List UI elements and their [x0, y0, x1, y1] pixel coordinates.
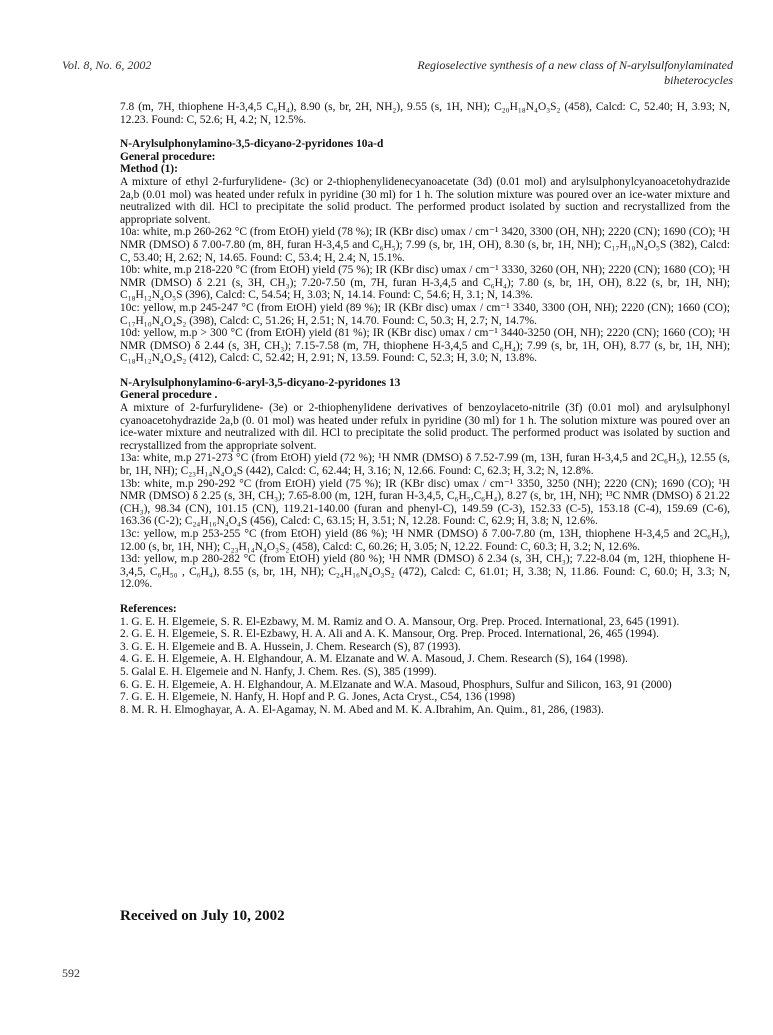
article-body: [120, 101, 730, 716]
section1-general: General procedure:: [120, 150, 216, 163]
compound-entry-13c: 13c: yellow, m.p 253-255 °C (from EtOH) yield (86 %); ¹H NMR (DMSO) δ 7.00-7.80 (m, 13H, thiophene H-3,4,5 and 2C₆H₅), 12.00 (s, br, 1H, NH); C₂₃H₁₄N₄O₃S₂ (458), Calcd: C, 60.26; H, 3.05; N, 12.22. Found: C, 60.3; H, 3.2; N, 12.6%.: [120, 528, 730, 553]
compound-entry-13d: 13d: yellow, m.p 280-282 °C (from EtOH) yield (80 %); ¹H NMR (DMSO) δ 2.34 (s, 3H, CH₃); 7.22-8.04 (m, 12H, thiophene H-3,4,5, C₆H₅₀ , C₆H₄), 8.55 (s, br, 1H, NH); C₂₄H₁₆N₄O₃S₂ (472), Calcd: C, 61.01; H, 3.38; N, 11.86. Found: C, 60.0; H, 3.3; N, 12.0%.: [120, 553, 730, 591]
compound-entry-10a: 10a: white, m.p 260-262 °C (from EtOH) yield (78 %); IR (KBr disc) υmax / cm⁻¹ 3420, 3300 (OH, NH); 2220 (CN); 1690 (CO); ¹H NMR (DMSO) δ 7.00-7.80 (m, 8H, furan H-3,4,5 and C₆H₅); 7.99 (s, br, 1H, OH), 8.30 (s, br, 1H, NH); C₁₇H₁₀N₄O₅S (382), Calcd: C, 53.40; H, 2.62; N, 14.65. Found: C, 53.4; H, 2.4; N, 15.1%.: [120, 226, 730, 264]
reference-item: 8. M. R. H. Elmoghayar, A. A. El-Agamay, N. M. Abed and M. K. A.Ibrahim, An. Quim., 81, 286, (1983).: [120, 703, 604, 716]
section2-general: General procedure .: [120, 389, 218, 402]
reference-item: 4. G. E. H. Elgemeie, A. H. Elghandour, A. M. Elzanate and W. A. Masoud, J. Chem. Research (S), 164 (1998).: [120, 653, 628, 666]
section1-procedure: A mixture of ethyl 2-furfurylidene- (3c) or 2-thiophenylidenecyanoacetate (3d) (0.01 mol) and arylsulphonylcyanoacetohydrazide 2a,b (0.01 mol) was heated under refulx in pyridine (30 ml) for 1 h. The solution mixture was poured over an ice-water mixture and neutralized with dil. HCl to precipitate the solid product. The performed product isolated by suction and recrystallized from the appropriate solvent.: [120, 175, 730, 226]
running-title: [333, 58, 733, 88]
reference-item: 7. G. E. H. Elgemeie, N. Hanfy, H. Hopf and P. G. Jones, Acta Cryst., C54, 136 (1998): [120, 691, 516, 704]
page-number: 592: [62, 966, 80, 980]
compound-entry-10b: 10b: white, m.p 218-220 °C (from EtOH) yield (75 %); IR (KBr disc) υmax / cm⁻¹ 3330, 3260 (OH, NH); 2220 (CN); 1680 (CO); ¹H NMR (DMSO) δ 2.21 (s, 3H, CH₃); 7.20-7.50 (m, 7H, furan H-3,4,5 and C₆H₄); 7.80 (s, br, 1H, OH), 8.22 (s, br, 1H, NH); C₁₈H₁₂N₄O₅S (396), Calcd: C, 54.54; H, 3.03; N, 14.14. Found: C, 54.6; H, 3.1; N, 14.3%.: [120, 264, 730, 302]
running-title-line2: biheterocycles: [664, 73, 733, 87]
intro-paragraph: 7.8 (m, 7H, thiophene H-3,4,5 C₆H₄), 8.90 (s, br, 2H, NH₂), 9.55 (s, 1H, NH); C₂₀H₁₈N₄O₃S₂ (458), Calcd: C, 52.40; H, 3.93; N, 12.23. Found: C, 52.6; H, 4.2; N, 12.5%.: [120, 101, 730, 126]
journal-volume: Vol. 8, No. 6, 2002: [62, 58, 152, 72]
section2-procedure: A mixture of 2-furfurylidene- (3e) or 2-thiophenylidene derivatives of benzoylaceto-nitrile (3f) (0.01 mol) and arylsulphonyl cyanoacetohydrazide 2a,b (0. 01 mol) was heated under refulx in pyridine (30 ml) for 1 h. The solution mixture was poured over an ice-water mixture and neutralized with dil. HCl to precipitate the solid product. The performed product was isolated by suction and recrystallized from the appropriate solvent.: [120, 402, 730, 452]
section1-heading: N-Arylsulphonylamino-3,5-dicyano-2-pyridones 10a-d: [120, 138, 384, 151]
section2-heading: N-Arylsulphonylamino-6-aryl-3,5-dicyano-2-pyridones 13: [120, 376, 401, 389]
references-list: [120, 603, 730, 716]
reference-item: 1. G. E. H. Elgemeie, S. R. El-Ezbawy, M. M. Ramiz and O. A. Mansour, Org. Prep. Proced. International, 23, 645 (1991).: [120, 615, 680, 628]
compound-entry-13b: 13b: white, m.p 290-292 °C (from EtOH) yield (75 %); IR (KBr disc) υmax / cm⁻¹ 3350, 3250 (NH); 2220 (CN); 1690 (CO); ¹H NMR (DMSO) δ 2.25 (s, 3H, CH₃); 7.65-8.00 (m, 12H, furan H-3,4,5, C₆H₅,C₆H₄), 8.27 (s, br, 1H, NH); ¹³C NMR (DMSO) δ 21.22 (CH₃), 98.34 (CN), 101.15 (CN), 119.21-140.00 (furan and phenyl-C), 149.59 (C-3), 152.33 (C-5), 153.18 (C-4), 159.69 (C-6), 163.36 (C-2); C₂₄H₁₆N₄O₄S (456), Calcd: C, 63.15; H, 3.51; N, 12.28. Found: C, 62.9; H, 3.8; N, 12.6%.: [120, 477, 730, 528]
running-title-line1: Regioselective synthesis of a new class of N-arylsulfonylaminated: [417, 58, 733, 72]
section1-method: Method (1):: [120, 163, 178, 176]
compound-entry-10d: 10d: yellow, m.p > 300 °C (from EtOH) yield (81 %); IR (KBr disc) υmax / cm⁻¹ 3440-3250 (OH, NH); 2220 (CN); 1660 (CO); ¹H NMR (DMSO) δ 2.44 (s, 3H, CH₃); 7.15-7.58 (m, 7H, thiophene H-3,4,5 and C₆H₄); 7.99 (s, br, 1H, OH), 8.77 (s, br, 1H, NH); C₁₈H₁₂N₄O₄S₂ (412), Calcd: C, 52.42; H, 2.91; N, 13.59. Found: C, 52.3; H, 3.0; N, 13.8%.: [120, 327, 730, 365]
reference-item: 5. Galal E. H. Elgemeie and N. Hanfy, J. Chem. Res. (S), 385 (1999).: [120, 665, 437, 678]
reference-item: 2. G. E. H. Elgemeie, S. R. El-Ezbawy, H. A. Ali and A. K. Mansour, Org. Prep. Proced. International, 26, 465 (1994).: [120, 628, 659, 641]
reference-item: 6. G. E. H. Elgemeie, A. H. Elghandour, A. M.Elzanate and W.A. Masoud, Phosphurs, Sulfur and Silicon, 163, 91 (2000): [120, 678, 672, 691]
compound-entry-10c: 10c: yellow, m.p 245-247 °C (from EtOH) yield (89 %); IR (KBr disc) υmax / cm⁻¹ 3340, 3300 (OH, NH); 2220 (CN); 1660 (CO); C₁₇H₁₀N₄O₄S₂ (398), Calcd: C, 51.26; H, 2.51; N, 14.70. Found: C, 50.3; H, 2.7; N, 14.7%.: [120, 301, 730, 327]
compound-entry-13a: 13a: white, m.p 271-273 °C (from EtOH) yield (72 %); ¹H NMR (DMSO) δ 7.52-7.99 (m, 13H, furan H-3,4,5 and 2C₆H₅), 12.55 (s, br, 1H, NH); C₂₃H₁₄N₄O₄S (442), Calcd: C, 62.44; H, 3.16; N, 12.66. Found: C, 62.3; H, 3.2; N, 12.8%.: [120, 452, 730, 478]
references-heading: References:: [120, 602, 177, 615]
received-date: Received on July 10, 2002: [120, 908, 285, 924]
reference-item: 3. G. E. H. Elgemeie and B. A. Hussein, J. Chem. Research (S), 87 (1993).: [120, 640, 461, 653]
